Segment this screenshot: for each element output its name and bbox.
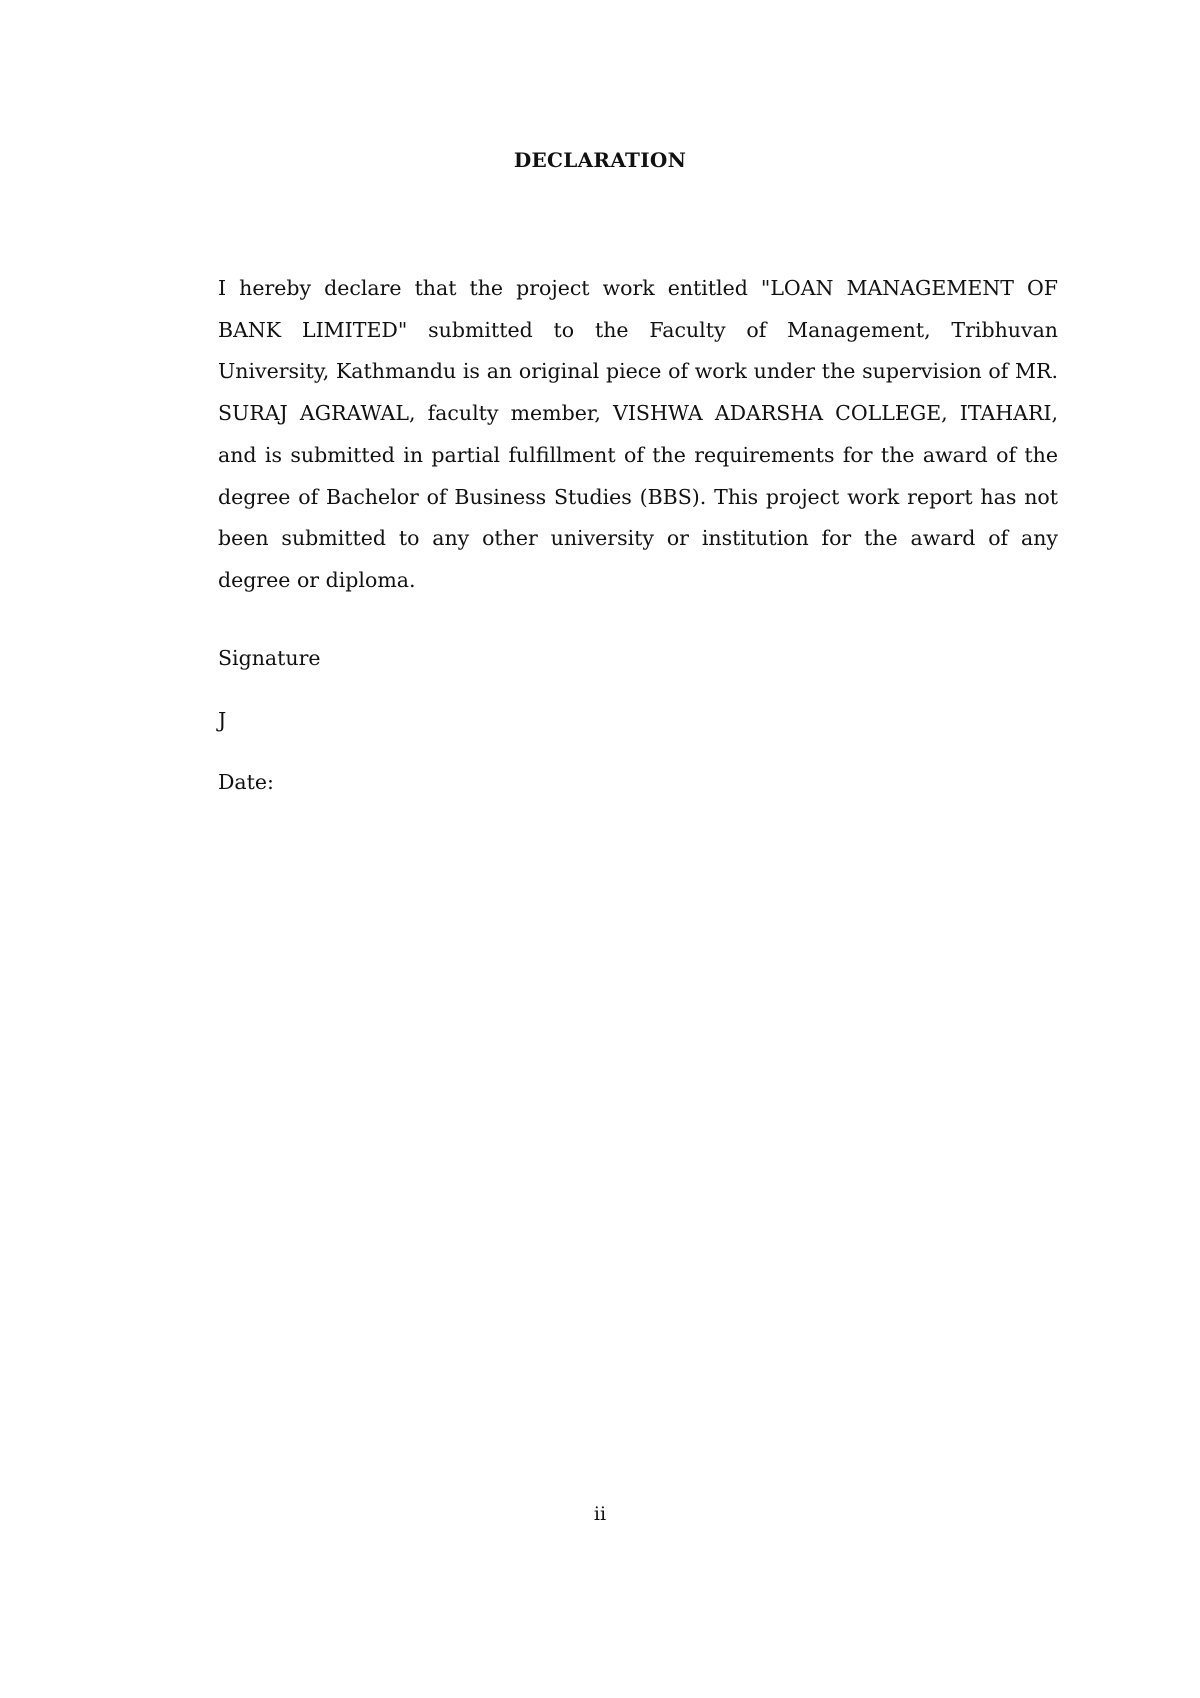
date-label: Date: xyxy=(218,770,274,794)
signature-name: J xyxy=(218,708,227,732)
page-title: DECLARATION xyxy=(513,148,687,172)
declaration-paragraph: I hereby declare that the project work entitled "LOAN MANAGEMENT OF BANK LIMITED" submitted to the Faculty of Management, Tribhuvan University, Kathmandu is an original piece of work under the supervision of MR. SURAJ AGRAWAL, faculty member, VISHWA ADARSHA COLLEGE, ITAHARI, and is submitted in partial fulfillment of the requirements for the award of the degree of Bachelor of Business Studies (BBS). This project work report has not been submitted to any other university or institution for the award of any degree or diploma. xyxy=(218,276,1058,592)
signature-label: Signature xyxy=(218,646,321,670)
page-number: ii xyxy=(593,1503,607,1525)
